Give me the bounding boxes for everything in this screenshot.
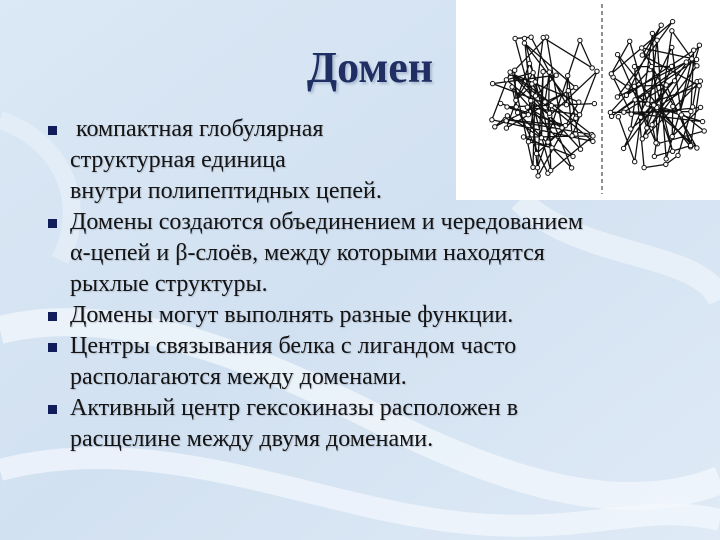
bullet-item	[40, 331, 710, 393]
bullet-line: Центры связывания белка с лигандом часто	[70, 333, 517, 359]
bullet-line: компактная глобулярная	[70, 116, 324, 142]
square-bullet-icon	[48, 126, 57, 135]
bullet-item	[40, 393, 710, 455]
bullet-line: Домены могут выполнять разные функции.	[70, 302, 514, 328]
bullet-line: структурная единица	[70, 147, 286, 173]
bullet-line: расщелине между двумя доменами.	[70, 426, 434, 452]
bullet-line: Домены создаются объединением и чередованием	[70, 209, 584, 235]
slide-title: Домен	[306, 43, 434, 92]
bullet-line: Активный центр гексокиназы расположен в	[70, 395, 519, 421]
bullet-line: внутри полипептидных цепей.	[70, 178, 382, 204]
bullet-item	[40, 300, 710, 331]
bullet-line: рыхлые структуры.	[70, 271, 268, 297]
bullet-line: α-цепей и β-слоёв, между которыми находятся	[70, 240, 545, 266]
bullet-item	[40, 114, 710, 207]
bullet-list	[40, 114, 710, 455]
square-bullet-icon	[48, 343, 57, 352]
square-bullet-icon	[48, 405, 57, 414]
bullet-item	[40, 207, 710, 300]
square-bullet-icon	[48, 312, 57, 321]
square-bullet-icon	[48, 219, 57, 228]
bullet-line: располагаются между доменами.	[70, 364, 407, 390]
